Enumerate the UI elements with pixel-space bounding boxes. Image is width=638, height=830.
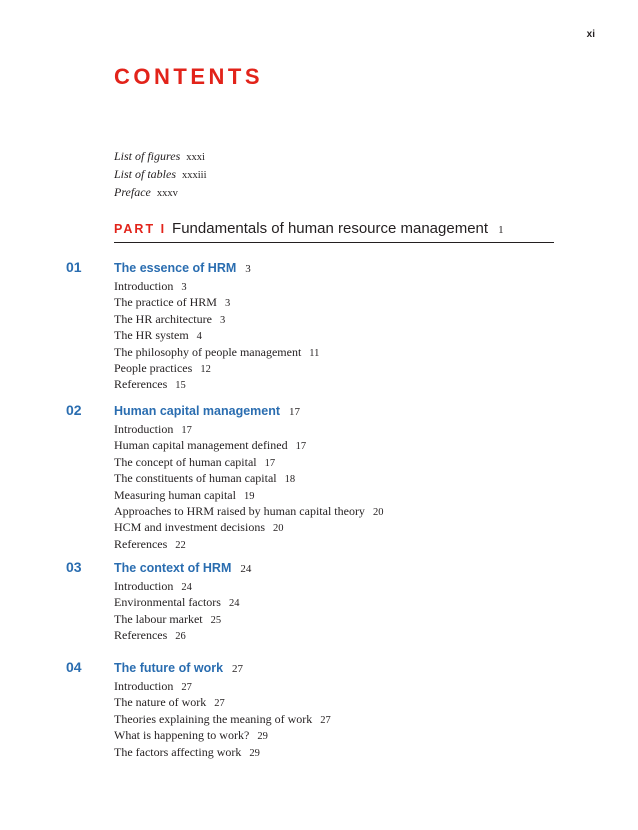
chapter-title: Human capital management bbox=[114, 404, 281, 418]
section-page: 19 bbox=[243, 490, 255, 502]
section-label: Introduction bbox=[114, 422, 174, 436]
contents-heading: CONTENTS bbox=[114, 64, 263, 89]
section-label: The constituents of human capital bbox=[114, 471, 277, 486]
part-heading[interactable] bbox=[114, 220, 554, 243]
section-page: 27 bbox=[320, 714, 331, 726]
section-page: 24 bbox=[228, 598, 240, 610]
section-label: References bbox=[114, 377, 168, 392]
section-label: The practice of HRM bbox=[114, 295, 217, 310]
section-label: Human capital management defined bbox=[114, 438, 288, 453]
section-item[interactable] bbox=[114, 520, 383, 536]
front-matter-page: xxxi bbox=[186, 152, 205, 163]
chapter-title: The essence of HRM bbox=[114, 261, 237, 275]
section-label: Environmental factors bbox=[114, 595, 221, 610]
section-page: 24 bbox=[181, 582, 192, 593]
section-item[interactable] bbox=[114, 595, 239, 611]
section-label: Theories explaining the meaning of work bbox=[114, 711, 313, 726]
section-item[interactable] bbox=[114, 537, 383, 553]
chapter-number: 03 bbox=[66, 559, 82, 575]
section-item[interactable] bbox=[114, 728, 331, 744]
section-label: The philosophy of people management bbox=[114, 344, 302, 359]
section-item[interactable] bbox=[114, 328, 319, 344]
section-page: 17 bbox=[295, 441, 307, 453]
chapter-number: 01 bbox=[66, 259, 82, 275]
section-item[interactable] bbox=[114, 504, 383, 520]
section-label: The HR architecture bbox=[114, 311, 212, 326]
part-page: 1 bbox=[498, 224, 504, 236]
section-page: 25 bbox=[210, 614, 222, 626]
front-matter-item[interactable] bbox=[114, 166, 207, 184]
chapter-section-list bbox=[114, 279, 319, 394]
section-item[interactable] bbox=[114, 422, 383, 438]
section-item[interactable] bbox=[114, 345, 319, 361]
chapter-section-list bbox=[114, 422, 383, 553]
front-matter-page: xxxv bbox=[156, 188, 178, 199]
section-item[interactable] bbox=[114, 377, 319, 393]
chapter-section-list bbox=[114, 679, 331, 761]
section-item[interactable] bbox=[114, 471, 383, 487]
part-title: Fundamentals of human resource management bbox=[172, 220, 489, 237]
section-item[interactable] bbox=[114, 438, 383, 454]
section-page: 20 bbox=[372, 507, 384, 519]
front-matter-list bbox=[114, 148, 207, 202]
chapter-title: The future of work bbox=[114, 661, 224, 675]
section-page: 4 bbox=[196, 331, 202, 343]
front-matter-label: List of figures bbox=[114, 149, 181, 163]
section-label: Introduction bbox=[114, 679, 174, 693]
section-label: The HR system bbox=[114, 328, 189, 343]
section-label: Introduction bbox=[114, 279, 174, 293]
section-item[interactable] bbox=[114, 695, 331, 711]
front-matter-label: Preface bbox=[114, 185, 151, 199]
section-item[interactable] bbox=[114, 295, 319, 311]
chapter-heading[interactable] bbox=[114, 659, 243, 677]
page-number: xi bbox=[586, 29, 595, 40]
section-page: 27 bbox=[214, 698, 225, 710]
chapter-title: The context of HRM bbox=[114, 561, 232, 575]
chapter-heading[interactable] bbox=[114, 402, 300, 420]
section-page: 17 bbox=[264, 457, 276, 469]
section-item[interactable] bbox=[114, 279, 319, 295]
section-page: 20 bbox=[272, 523, 284, 535]
section-page: 3 bbox=[219, 314, 226, 326]
section-label: The factors affecting work bbox=[114, 744, 242, 759]
section-label: Introduction bbox=[114, 579, 174, 593]
section-item[interactable] bbox=[114, 612, 239, 628]
chapter-number: 04 bbox=[66, 659, 82, 675]
section-label: Measuring human capital bbox=[114, 487, 236, 502]
section-item[interactable] bbox=[114, 361, 319, 377]
section-page: 3 bbox=[224, 298, 231, 310]
section-page: 11 bbox=[309, 347, 320, 359]
section-label: The concept of human capital bbox=[114, 454, 257, 469]
section-page: 3 bbox=[181, 282, 187, 293]
section-page: 29 bbox=[257, 731, 268, 743]
chapter-heading[interactable] bbox=[114, 559, 251, 577]
section-page: 26 bbox=[175, 631, 186, 643]
section-label: References bbox=[114, 628, 168, 643]
section-label: The nature of work bbox=[114, 695, 207, 710]
section-page: 12 bbox=[200, 364, 211, 376]
part-label: PART I bbox=[114, 222, 167, 236]
section-label: People practices bbox=[114, 361, 193, 376]
section-item[interactable] bbox=[114, 455, 383, 471]
front-matter-label: List of tables bbox=[114, 167, 177, 181]
section-item[interactable] bbox=[114, 579, 239, 595]
front-matter-page: xxxiii bbox=[182, 170, 207, 181]
section-label: The labour market bbox=[114, 611, 203, 626]
section-label: HCM and investment decisions bbox=[114, 520, 265, 535]
chapter-section-list bbox=[114, 579, 239, 645]
section-item[interactable] bbox=[114, 628, 239, 644]
front-matter-item[interactable] bbox=[114, 184, 207, 202]
chapter-page: 24 bbox=[240, 563, 252, 575]
section-item[interactable] bbox=[114, 712, 331, 728]
section-page: 17 bbox=[181, 425, 192, 436]
section-item[interactable] bbox=[114, 679, 331, 695]
chapter-number: 02 bbox=[66, 402, 82, 418]
chapter-page: 3 bbox=[245, 263, 251, 275]
section-item[interactable] bbox=[114, 488, 383, 504]
section-page: 22 bbox=[175, 539, 186, 551]
section-label: Approaches to HRM raised by human capital theory bbox=[114, 504, 365, 519]
section-page: 27 bbox=[181, 682, 192, 693]
section-label: References bbox=[114, 536, 168, 551]
section-label: What is happening to work? bbox=[114, 728, 250, 743]
section-page: 15 bbox=[175, 380, 186, 392]
section-page: 29 bbox=[249, 747, 260, 759]
chapter-page: 17 bbox=[289, 406, 301, 418]
chapter-heading[interactable] bbox=[114, 259, 251, 277]
section-item[interactable] bbox=[114, 312, 319, 328]
front-matter-item[interactable] bbox=[114, 148, 207, 166]
section-item[interactable] bbox=[114, 745, 331, 761]
chapter-page: 27 bbox=[232, 663, 244, 675]
section-page: 18 bbox=[284, 474, 296, 486]
